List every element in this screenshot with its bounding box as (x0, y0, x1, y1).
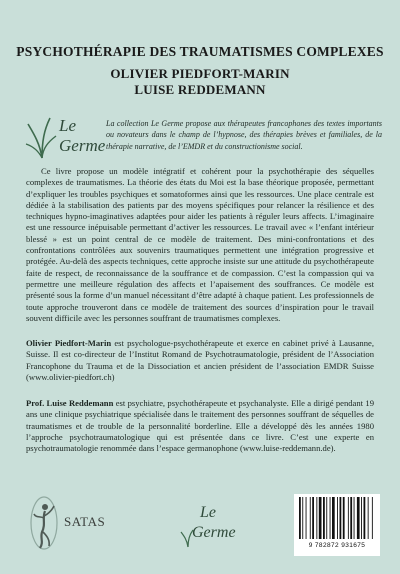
author-name-1: OLIVIER PIEDFORT-MARIN (110, 66, 290, 81)
author-bio-2 (26, 398, 374, 454)
publisher-name: SATAS (64, 514, 106, 529)
dancer-icon (28, 494, 60, 552)
barcode-bars (297, 497, 377, 541)
author-bio-1 (26, 338, 374, 383)
logo-germe-text: Germe (59, 136, 106, 155)
le-germe-logo-bottom (176, 500, 266, 560)
isbn-barcode (294, 494, 380, 556)
bio-1-text: est psychologue-psychothérapeute et exerce en cabinet privé à Lausanne, Suisse. Il est co-directeur de l’Institut Romand de Psychotraumatologie, président de l’Association Francophone du Trauma et de la Dissociation et ancien président de l’association EMDR Suisse (www.olivier-piedfort.ch) (26, 338, 374, 382)
bio-1-name: Olivier Piedfort-Marin (26, 338, 112, 348)
author-name-2: LUISE REDDEMANN (134, 82, 266, 97)
le-germe-logo (24, 114, 106, 164)
isbn-number: 9 782872 931675 (308, 542, 366, 549)
grass-icon-bottom (180, 528, 196, 548)
collection-description: La collection Le Germe propose aux thérapeutes francophones des textes importants ou novateurs dans le champ de l’hypnose, des thérapies brèves et familiales, de la thérapie narrative, de l’EMDR et du constructionisme social. (106, 119, 382, 151)
satas-logo (28, 494, 128, 554)
bio-2-name: Prof. Luise Reddemann (26, 398, 114, 408)
bio-2-text: est psychiatre, psychothérapeute et psychanalyste. Elle a dirigé pendant 19 ans une clinique psychiatrique spécialisée dans le traitement des personnes souffrant de séquelles de traumatismes et de trouble de la personnalité borderline. Elle a développé dès les années 1980 l’approche psychotraumatologique qui est présentée dans ce livre. C’est une experte en psychotraumatologie renommée dans l’espace germanophone (www.luise-reddemann.de). (26, 398, 374, 454)
logo-germe-text-bottom: Germe (192, 524, 236, 541)
logo-le-text: Le (59, 116, 76, 135)
book-summary: Ce livre propose un modèle intégratif et cohérent pour la psychothérapie des séquelles complexes de traumatismes. La théorie des états du Moi est la base théorique proposée, permettant d’expliquer les troubles psychiques et somatoformes ainsi que les ressources. Une place centrale est dédiée à la stabilisation des patients par des moyens spécifiques pour relancer la résilience et des techniques hypno-imaginatives adaptées pour aider les patients à réguler leurs affects. L’imaginaire est une ressource inépuisable permettant d’activer les ressources. Le travail avec « l’enfant intérieur blessé » est un point central de ce modèle de traitement. Des mini-confrontations et des confrontations contrôlées aux souvenirs traumatiques permettent une intégration progressive et protégée. Au-delà des aspects techniques, cette approche insiste sur une attitude du psychothérapeute faite de respect, de reconnaissance de la souffrance et de compassion. C’est la compassion qui va permettre une meilleure régulation des affects et l’apaisement des souffrances. Ce modèle est présenté sous la forme d’un manuel nécessitant d’être adapté à chaque patient. Les professionnels de toute approche trouveront dans ce modèle de traitement des sources d’inspiration pour le travail souvent difficile avec les personnes souffrant de traumatismes complexes. (26, 166, 374, 323)
grass-icon (24, 114, 60, 160)
book-title: PSYCHOTHÉRAPIE DES TRAUMATISMES COMPLEXES (16, 44, 384, 59)
logo-le-text-bottom: Le (200, 504, 216, 521)
